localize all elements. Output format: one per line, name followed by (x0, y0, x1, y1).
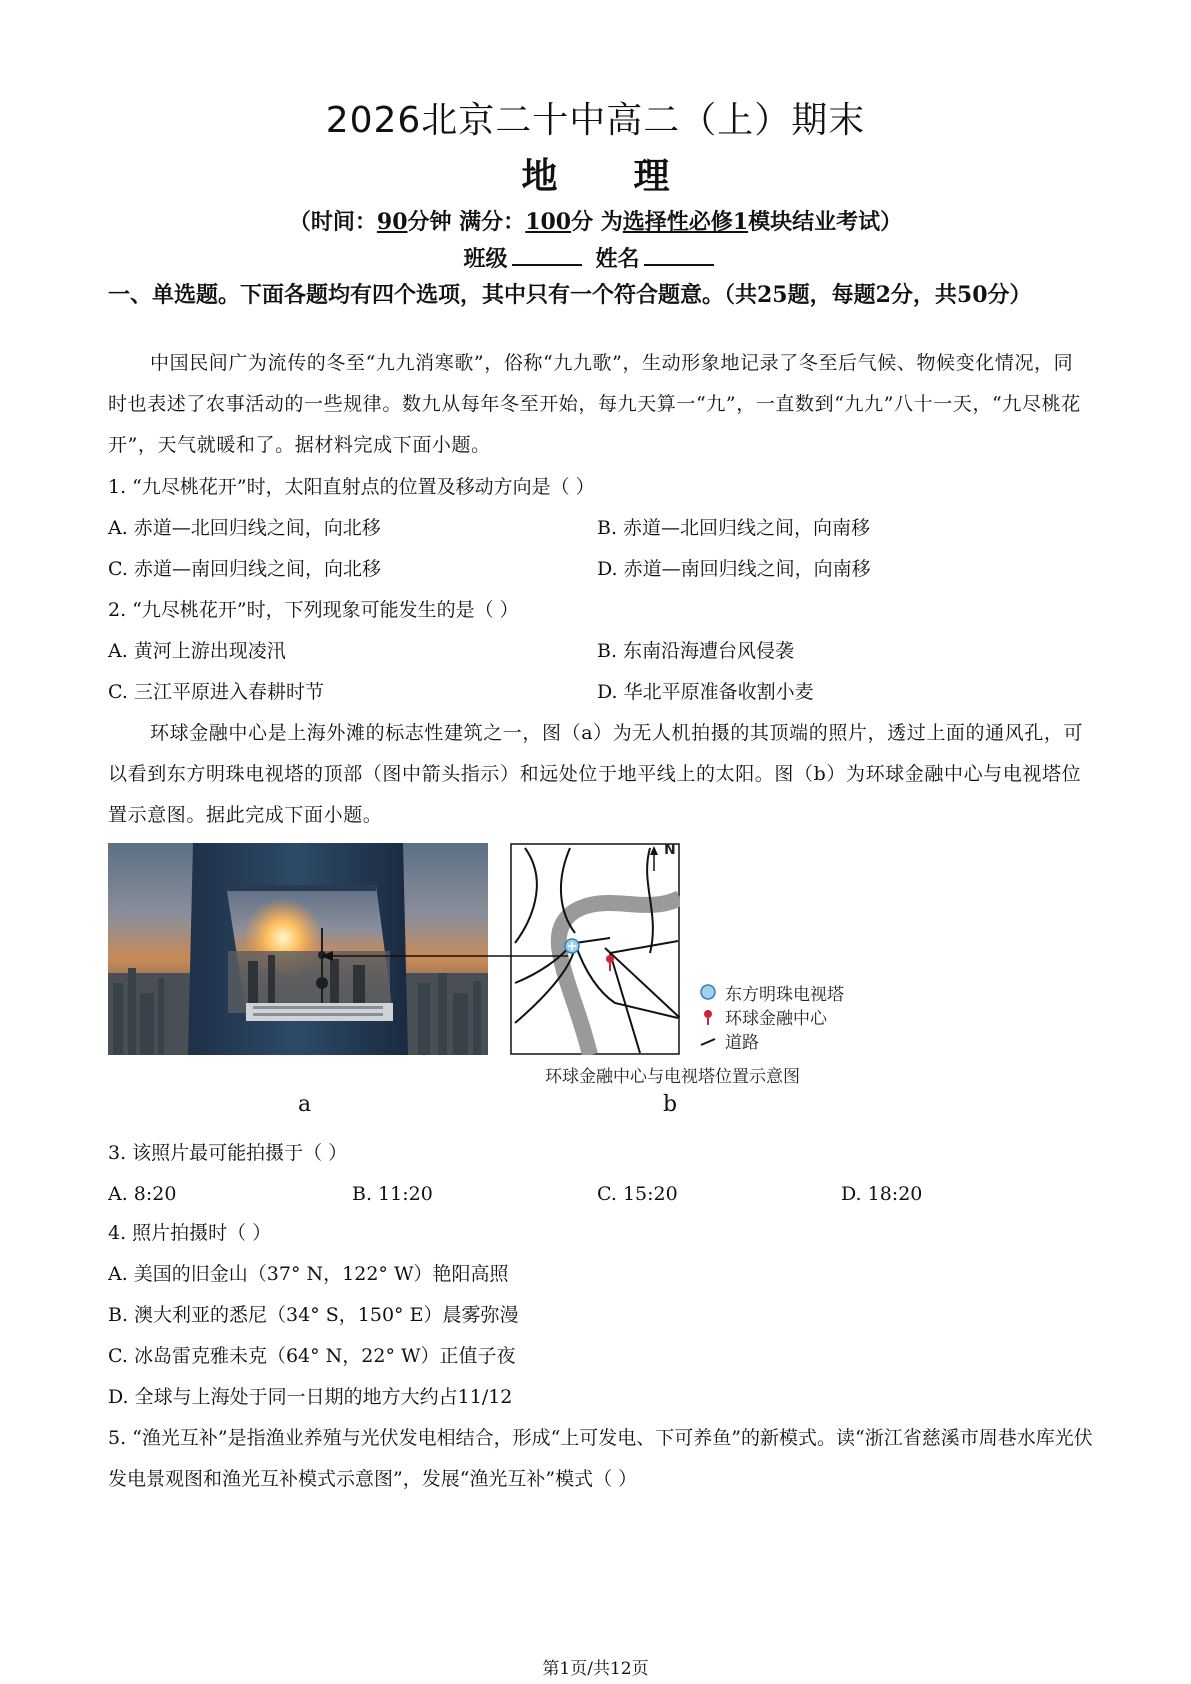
info-time: 90 (376, 209, 408, 235)
question-4-option-b: B. 澳大利亚的悉尼（34° S，150° E）晨雾弥漫 (108, 1304, 519, 1326)
page-number: 第1页/共12页 (542, 1659, 649, 1679)
question-5-stem: 5. “渔光互补”是指渔业养殖与光伏发电相结合，形成“上可发电、下可养鱼”的新模式。读“浙江省慈溪市周巷水库光伏发电景观图和渔光互补模式示意图”，发展“渔光互补”模式（ ） (108, 1427, 1093, 1490)
name-blank[interactable] (644, 244, 714, 266)
info-mid1: 分钟 满分： (407, 209, 526, 235)
info-score: 100 (525, 209, 572, 235)
question-1-option-d: D. 赤道—南回归线之间，向南移 (597, 558, 871, 580)
info-suffix: 模块结业考试） (748, 209, 903, 235)
question-4-option-d: D. 全球与上海处于同一日期的地方大约占11/12 (108, 1386, 513, 1408)
question-2-option-c: C. 三江平原进入春耕时节 (108, 681, 324, 703)
figure-arrow-connector (488, 948, 568, 964)
info-prefix: （时间： (288, 209, 377, 235)
subject-char-1: 地 (521, 156, 558, 197)
info-course: 选择性必修1 (622, 209, 749, 235)
question-3-stem: 3. 该照片最可能拍摄于（ ） (108, 1142, 348, 1164)
question-3-option-c: C. 15:20 (597, 1183, 678, 1205)
figure-b-label: b (663, 1092, 678, 1117)
north-label: N (664, 842, 676, 858)
passage-2: 环球金融中心是上海外滩的标志性建筑之一，图（a）为无人机拍摄的其顶端的照片，透过上面的通风孔，可以看到东方明珠电视塔的顶部（图中箭头指示）和远处位于地平线上的太阳。图（b）为环球金融中心与电视塔位置示意图。据此完成下面小题。 (108, 722, 1084, 826)
subject-char-2: 理 (633, 156, 670, 197)
question-2-option-a: A. 黄河上游出现凌汛 (108, 640, 286, 662)
subject-title (0, 148, 1191, 199)
question-1-option-b: B. 赤道—北回归线之间，向南移 (597, 517, 871, 539)
info-mid2: 分 为 (571, 209, 623, 235)
question-4-option-a: A. 美国的旧金山（37° N，122° W）艳阳高照 (108, 1263, 509, 1285)
legend-center: 环球金融中心 (725, 1009, 827, 1029)
class-label: 班级 (463, 246, 508, 272)
section-title: 一、单选题。下面各题均有四个选项，其中只有一个符合题意。（共25题，每题2分，共50分） (108, 282, 1032, 308)
passage-1: 中国民间广为流传的冬至“九九消寒歌”，俗称“九九歌”，生动形象地记录了冬至后气候、物候变化情况，同时也表述了农事活动的一些规律。数九从每年冬至开始，每九天算一“九”，一直数到“九九”八十一天，“九尽桃花开”，天气就暖和了。据材料完成下面小题。 (108, 352, 1081, 456)
question-1-stem: 1. “九尽桃花开”时，太阳直射点的位置及移动方向是（ ） (108, 476, 595, 498)
exam-title: 2026北京二十中高二（上）期末 (325, 100, 866, 141)
student-fields (0, 242, 1191, 273)
question-2-option-d: D. 华北平原准备收割小麦 (597, 681, 814, 703)
figure-b-caption: 环球金融中心与电视塔位置示意图 (545, 1067, 800, 1087)
question-3-option-b: B. 11:20 (352, 1183, 433, 1205)
figure-a-label: a (298, 1092, 312, 1117)
name-label: 姓名 (595, 246, 640, 272)
legend-tower: 东方明珠电视塔 (725, 985, 844, 1005)
figure-a-photo (108, 843, 488, 1055)
class-blank[interactable] (512, 244, 582, 266)
legend-road: 道路 (725, 1033, 759, 1053)
map-legend-symbols (699, 983, 717, 1063)
question-1-option-a: A. 赤道—北回归线之间，向北移 (108, 517, 381, 539)
question-1-option-c: C. 赤道—南回归线之间，向北移 (108, 558, 381, 580)
question-3-option-a: A. 8:20 (108, 1183, 177, 1205)
question-4-stem: 4. 照片拍摄时（ ） (108, 1222, 272, 1244)
question-3-option-d: D. 18:20 (841, 1183, 923, 1205)
question-2-stem: 2. “九尽桃花开”时，下列现象可能发生的是（ ） (108, 599, 519, 621)
question-4-option-c: C. 冰岛雷克雅未克（64° N，22° W）正值子夜 (108, 1345, 516, 1367)
question-2-option-b: B. 东南沿海遭台风侵袭 (597, 640, 795, 662)
exam-info (0, 205, 1191, 236)
